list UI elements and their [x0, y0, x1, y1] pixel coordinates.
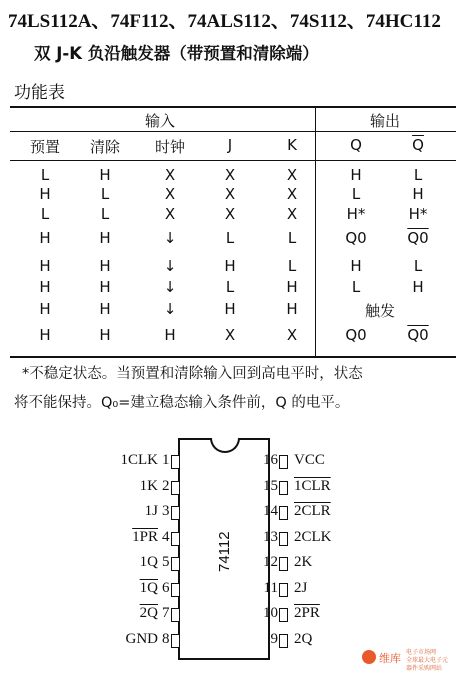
table-cell: X [286, 166, 298, 184]
pin-label-left: 2Q [139, 605, 158, 621]
table-cell: H [224, 257, 236, 275]
table-cell: L [351, 185, 361, 203]
table-cell: ↓ [163, 257, 177, 275]
pin-label-right: VCC [294, 452, 325, 468]
table-cell: ↓ [163, 278, 177, 296]
table-cell: L [225, 229, 235, 247]
pin-box-left [171, 532, 180, 546]
chip-notch [210, 438, 240, 453]
chip-name: 74112 [216, 531, 233, 573]
watermark-sub-line1: 电子市场网 [406, 649, 437, 656]
table-cell: H [412, 185, 424, 203]
table-cell: L [413, 257, 423, 275]
table-cell: H [99, 278, 111, 296]
table-cell: L [100, 205, 110, 223]
table-cell: ↓ [163, 229, 177, 247]
table-cell: X [224, 166, 236, 184]
table-cell: H [39, 326, 51, 344]
table-cell: L [287, 257, 297, 275]
pin-number-right: 15 [263, 477, 278, 494]
table-cell: X [224, 205, 236, 223]
table-cell: H* [408, 205, 428, 223]
pin-label-left: 1PR [132, 528, 158, 545]
table-cell: L [225, 278, 235, 296]
table-cell: H [39, 278, 51, 296]
table-cell: H* [346, 205, 366, 223]
table-cell: H [350, 257, 362, 275]
function-table [10, 106, 456, 358]
table-header-rule [10, 131, 456, 132]
table-cell: L [287, 229, 297, 247]
table-cell: X [286, 185, 298, 203]
table-cell: X [286, 205, 298, 223]
table-cell: H [99, 326, 111, 344]
pin-box-right [279, 455, 288, 469]
inputs-group-header: 输入 [144, 112, 175, 130]
pin-number-left: 1 [162, 452, 170, 468]
pin-box-right [279, 608, 288, 622]
pin-box-left [171, 506, 180, 520]
table-cell: L [40, 205, 50, 223]
table-cell: H [286, 300, 298, 318]
table-cell: 触发 [364, 302, 395, 320]
table-cell: H [39, 185, 51, 203]
table-cell: H [164, 326, 176, 344]
pin-label-right: 2PR [294, 605, 320, 621]
table-cell: H [99, 166, 111, 184]
pin-box-left [171, 557, 180, 571]
table-cell: L [100, 185, 110, 203]
table-cell: L [40, 166, 50, 184]
pin-number-left: 4 [162, 528, 170, 545]
pin-number-right: 11 [263, 579, 278, 596]
pin-box-left [171, 583, 180, 597]
pin-label-right: 2Q [294, 630, 313, 647]
pin-number-left: 6 [162, 579, 170, 596]
pin-label-right: 2CLR [294, 503, 331, 519]
pin-box-left [171, 608, 180, 622]
watermark-brand: 维库 [379, 652, 401, 665]
pin-label-left: GND [125, 630, 158, 647]
column-header-6: $\overline{Q}$ [412, 136, 424, 154]
pin-label-left: 1J [144, 503, 158, 519]
document-subtitle: 双 J-K 负沿触发器（带预置和清除端） [34, 44, 319, 63]
table-cell: Q0 [345, 229, 367, 247]
pin-number-right: 13 [263, 528, 278, 545]
pin-number-left: 2 [162, 477, 170, 494]
function-table-label: 功能表 [14, 83, 65, 103]
table-cell: H [350, 166, 362, 184]
logo-icon [362, 650, 376, 664]
pin-number-right: 14 [263, 503, 278, 519]
table-cell: L [413, 166, 423, 184]
column-header-4: K [287, 136, 297, 154]
pin-label-left: 1Q [139, 554, 158, 570]
chip-body [178, 438, 270, 660]
table-cell: H [39, 300, 51, 318]
pin-box-left [171, 455, 180, 469]
pin-number-right: 16 [263, 452, 278, 468]
column-header-1: 清除 [89, 138, 120, 156]
table-cell: Q0 [407, 326, 429, 344]
table-cell: L [351, 278, 361, 296]
pin-box-right [279, 583, 288, 597]
pin-box-right [279, 557, 288, 571]
pin-box-right [279, 634, 288, 648]
table-cell: X [164, 205, 176, 223]
table-cell: H [99, 300, 111, 318]
table-cell: X [164, 166, 176, 184]
watermark-sub-line2: 全球最大电子元器件采购网站 [406, 657, 449, 672]
table-cell: H [99, 229, 111, 247]
pin-number-left: 5 [162, 554, 170, 570]
pin-number-right: 12 [263, 554, 278, 570]
pin-box-right [279, 481, 288, 495]
pin-box-right [279, 532, 288, 546]
table-cell: X [164, 185, 176, 203]
column-header-3: J [227, 136, 233, 154]
table-column-rule [10, 160, 456, 161]
pin-number-right: 10 [263, 605, 278, 621]
note-line-1: *不稳定状态。当预置和清除输入回到高电平时，状态 [22, 366, 363, 382]
table-cell: ↓ [163, 300, 177, 318]
table-cell: Q0 [345, 326, 367, 344]
table-cell: H [412, 278, 424, 296]
watermark-logo [362, 649, 452, 672]
pin-number-left: 3 [162, 503, 170, 519]
table-cell: H [99, 257, 111, 275]
note-line-2: 将不能保持。Q₀=建立稳态输入条件前，Q 的电平。 [14, 395, 350, 411]
table-cell: Q0 [407, 229, 429, 247]
pin-label-right: 2K [294, 554, 313, 570]
table-cell: X [286, 326, 298, 344]
table-cell: X [224, 326, 236, 344]
table-cell: X [224, 185, 236, 203]
pin-label-left: 1K [139, 477, 158, 494]
table-cell: H [39, 229, 51, 247]
column-header-5: Q [350, 136, 362, 154]
pin-label-right: 1CLR [294, 477, 331, 494]
document-title: 74LS112A、74F112、74ALS112、74S112、74HC112 [8, 11, 441, 32]
pin-number-left: 7 [162, 605, 170, 621]
pin-number-left: 8 [162, 630, 170, 647]
table-cell: H [286, 278, 298, 296]
pin-box-left [171, 481, 180, 495]
watermark-sub [406, 649, 452, 673]
table-cell: H [224, 300, 236, 318]
pin-label-right: 2CLK [294, 528, 332, 545]
table-cell: H [39, 257, 51, 275]
pin-number-right: 9 [270, 630, 278, 647]
pin-label-left: 1Q [139, 579, 158, 596]
pin-box-right [279, 506, 288, 520]
column-header-0: 预置 [29, 138, 60, 156]
pin-label-left: 1CLK [120, 452, 158, 468]
pin-label-right: 2J [294, 579, 308, 596]
pin-box-left [171, 634, 180, 648]
outputs-group-header: 输出 [369, 112, 400, 130]
column-header-2: 时钟 [154, 138, 185, 156]
